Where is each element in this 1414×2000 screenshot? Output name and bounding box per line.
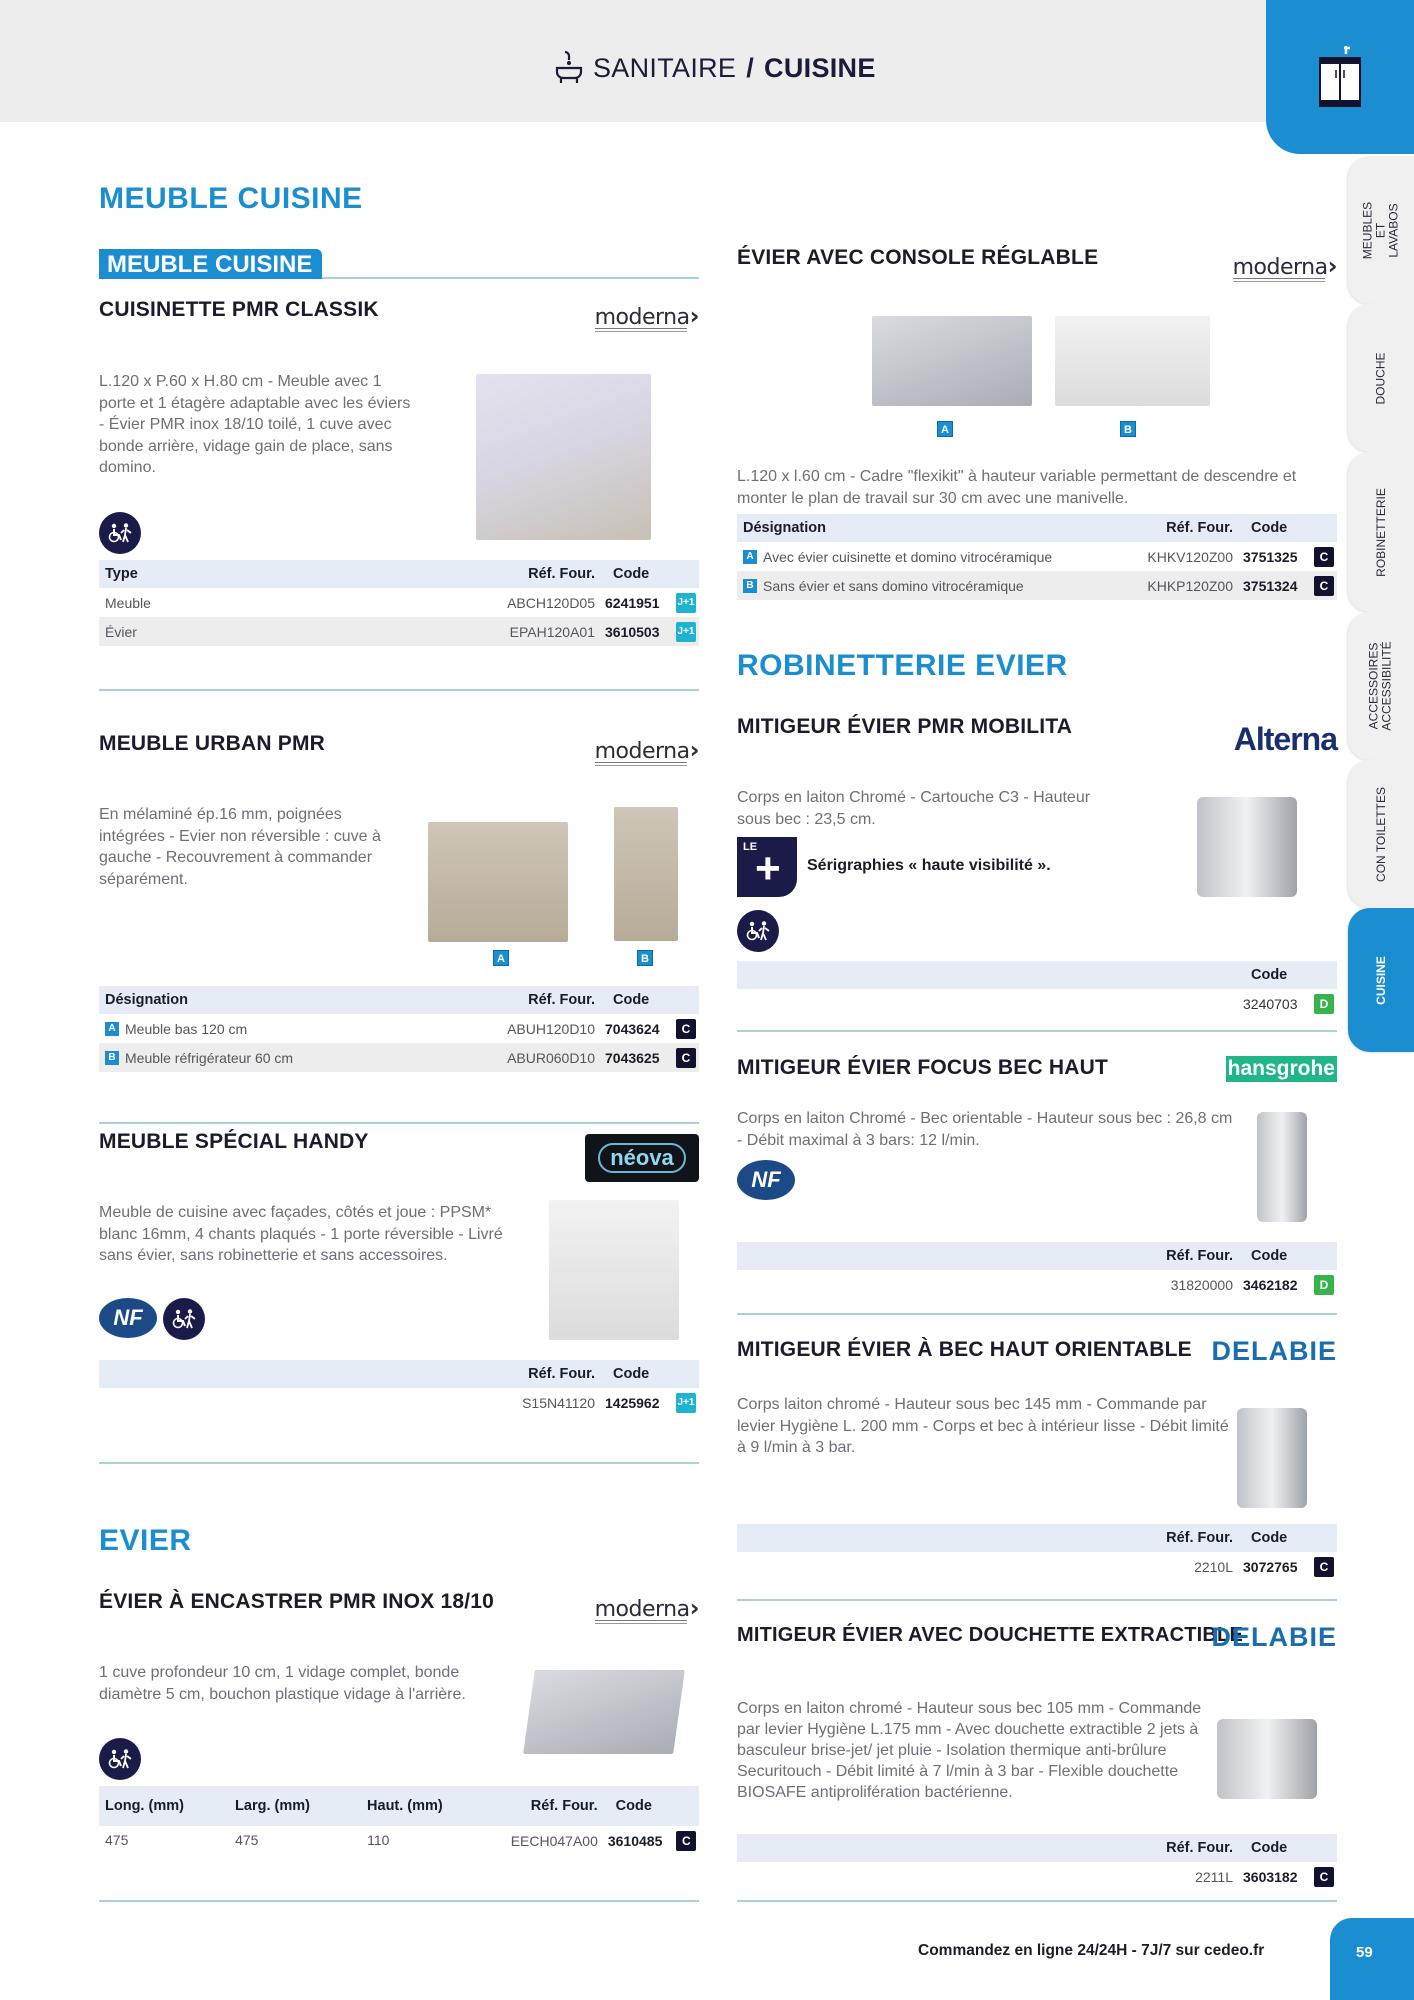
brand-name: moderna xyxy=(594,739,690,764)
product-title: MITIGEUR ÉVIER FOCUS BEC HAUT xyxy=(737,1056,1108,1079)
chevron-icon: › xyxy=(689,736,699,764)
product-image-meuble-refrigerateur xyxy=(614,807,678,941)
product-mitigeur-focus xyxy=(737,1056,1337,1306)
availability-badge: D xyxy=(1314,1275,1334,1295)
header-subcategory: CUISINE xyxy=(764,52,876,83)
cell-code: 3603182 xyxy=(1243,1868,1298,1885)
product-image-meuble-bas xyxy=(428,822,568,942)
column-header-code: Code xyxy=(1251,967,1288,983)
table-header xyxy=(99,986,699,1014)
cell-code: 7043624 xyxy=(605,1020,660,1037)
row-label-b: B xyxy=(105,1051,119,1065)
footer-order-online: Commandez en ligne 24/24H - 7J/7 sur cedeo.fr xyxy=(918,1942,1265,1959)
page-number: 59 xyxy=(1356,1944,1373,1961)
chevron-icon: › xyxy=(1327,252,1337,280)
cell-code: 7043625 xyxy=(605,1049,660,1066)
side-tab-label: CON TOILETTES xyxy=(1373,786,1388,882)
cell-ref: 2211L xyxy=(1195,1868,1233,1885)
cell-ref: ABUR060D10 xyxy=(507,1049,595,1066)
column-header-larg: Larg. (mm) xyxy=(235,1797,310,1814)
product-description: Corps en laiton Chromé - Cartouche C3 - Hauteur sous bec : 23,5 cm. xyxy=(737,789,1091,828)
side-tab-accessoires[interactable] xyxy=(1348,612,1414,760)
bathtub-icon xyxy=(555,50,583,86)
side-tab-cuisine[interactable] xyxy=(1348,908,1414,1052)
side-tab-douche[interactable] xyxy=(1348,304,1414,452)
product-image-console-b xyxy=(1055,316,1210,406)
side-tab-label: DOUCHE xyxy=(1373,351,1388,405)
product-table xyxy=(737,1242,1337,1299)
cell-ref: 2210L xyxy=(1194,1558,1233,1575)
product-table xyxy=(737,514,1337,600)
brand-logo-neova xyxy=(585,1134,699,1182)
side-tab-robinetterie[interactable] xyxy=(1348,452,1414,612)
image-label-b: B xyxy=(637,950,653,966)
product-table xyxy=(99,986,699,1072)
pmr-accessibility-icon xyxy=(163,1298,205,1340)
chevron-icon: › xyxy=(689,302,699,330)
cell-ref: S15N41120 xyxy=(522,1394,595,1411)
cell-designation: Sans évier et sans domino vitrocéramique xyxy=(763,577,1024,594)
kitchen-cabinet-icon xyxy=(1318,44,1362,110)
cell-haut: 110 xyxy=(367,1832,390,1848)
brand-logo-moderna xyxy=(1233,252,1337,282)
side-tab-label: ACCESSOIRES ACCESSIBILITÉ xyxy=(1367,641,1395,731)
cell-designation: Avec évier cuisinette et domino vitrocéramique xyxy=(763,548,1053,565)
row-label-a: A xyxy=(105,1022,119,1036)
column-header-ref: Réf. Four. xyxy=(1166,1530,1233,1546)
image-label-b: B xyxy=(1120,421,1136,437)
cell-ref: EECH047A00 xyxy=(510,1832,598,1849)
column-header-type: Type xyxy=(105,566,138,582)
product-title: MITIGEUR ÉVIER AVEC DOUCHETTE EXTRACTIBLE xyxy=(737,1624,1244,1646)
column-header-ref: Réf. Four. xyxy=(1166,1840,1233,1856)
cell-code: 3751325 xyxy=(1243,548,1298,565)
availability-badge: J+1 xyxy=(676,593,696,613)
product-title: ÉVIER À ENCASTRER PMR INOX 18/10 xyxy=(99,1590,494,1613)
page-header xyxy=(0,0,1414,122)
table-header xyxy=(737,961,1337,989)
product-mitigeur-douchette-extractible xyxy=(737,1624,1337,1904)
column-header-ref: Réf. Four. xyxy=(530,1798,598,1814)
column-header-code: Code xyxy=(613,1366,650,1382)
availability-badge: C xyxy=(1314,1867,1334,1887)
column-header-code: Code xyxy=(1251,1840,1288,1856)
table-header xyxy=(737,1242,1337,1270)
table-header xyxy=(99,560,699,588)
table-row[interactable] xyxy=(99,617,699,646)
column-header-ref: Réf. Four. xyxy=(1166,520,1233,536)
cell-ref: ABUH120D10 xyxy=(507,1020,595,1037)
divider xyxy=(737,1599,1337,1601)
availability-badge: C xyxy=(1314,1557,1334,1577)
brand-logo-delabie: DELABIE xyxy=(1211,1336,1337,1366)
nf-certification-icon: NF xyxy=(737,1160,795,1200)
table-row[interactable] xyxy=(737,1552,1337,1581)
divider xyxy=(737,1030,1337,1032)
brand-name: néova xyxy=(598,1143,686,1173)
divider xyxy=(99,1900,699,1902)
product-description: Corps laiton chromé - Hauteur sous bec 145 mm - Commande par levier Hygiène L. 200 mm - Corps et bec à intérieur lisse - Débit limité à 9 l/min à 3 bar. xyxy=(737,1396,1229,1456)
column-header-code: Code xyxy=(613,566,650,582)
table-row[interactable] xyxy=(99,1043,699,1072)
column-header-ref: Réf. Four. xyxy=(528,1366,595,1382)
product-title: MITIGEUR ÉVIER À BEC HAUT ORIENTABLE xyxy=(737,1338,1192,1361)
brand-name: moderna xyxy=(594,1597,690,1622)
product-image-focus xyxy=(1257,1112,1307,1222)
cell-code: 3462182 xyxy=(1243,1276,1298,1293)
header-separator: / xyxy=(746,52,755,83)
cell-code: 1425962 xyxy=(605,1394,660,1411)
table-row[interactable] xyxy=(737,542,1337,571)
table-header xyxy=(99,1786,699,1826)
side-tab-label: CUISINE xyxy=(1373,955,1388,1005)
availability-badge: C xyxy=(676,1831,696,1851)
cell-code: 3072765 xyxy=(1243,1558,1298,1575)
product-image-douchette xyxy=(1217,1719,1317,1799)
brand-name: moderna xyxy=(1232,255,1328,280)
cell-ref: EPAH120A01 xyxy=(509,623,595,640)
cell-code: 3610485 xyxy=(607,1832,663,1849)
column-header-code: Code xyxy=(1251,1248,1288,1264)
product-table xyxy=(99,1360,699,1417)
column-header-code: Code xyxy=(615,1798,652,1814)
brand-logo-moderna xyxy=(595,302,699,332)
product-meuble-urban-pmr xyxy=(99,732,699,1072)
cell-code: 3240703 xyxy=(1243,995,1298,1012)
cell-code: 6241951 xyxy=(605,594,660,611)
divider xyxy=(737,1900,1337,1902)
table-row[interactable] xyxy=(99,1826,699,1855)
brand-logo-alterna: Alterna xyxy=(1233,721,1337,757)
side-tab-con-toilettes[interactable] xyxy=(1348,760,1414,908)
section-title-robinetterie-evier: ROBINETTERIE EVIER xyxy=(737,649,1068,682)
le-plus-badge xyxy=(737,837,797,897)
cell-code: 3751324 xyxy=(1243,577,1298,594)
product-image-handy xyxy=(549,1200,679,1340)
product-description: En mélaminé ép.16 mm, poignées intégrées - Evier non réversible : cuve à gauche - Recouvrement à commander séparément. xyxy=(99,806,381,888)
table-header xyxy=(737,514,1337,542)
product-title: MEUBLE URBAN PMR xyxy=(99,732,326,755)
column-header-long: Long. (mm) xyxy=(105,1797,184,1814)
product-image-evier xyxy=(523,1670,685,1754)
le-plus-label: LE xyxy=(743,841,758,853)
table-row[interactable] xyxy=(99,1014,699,1043)
pmr-accessibility-icon xyxy=(99,512,141,554)
sub-banner xyxy=(99,249,699,279)
cell-larg: 475 xyxy=(235,1832,259,1848)
side-tab-label: MEUBLES ET LAVABOS xyxy=(1360,201,1401,259)
product-description: L.120 x P.60 x H.80 cm - Meuble avec 1 porte et 1 étagère adaptable avec les éviers - Évier PMR inox 18/10 toilé, 1 cuve avec bonde arrière, vidage gain de place, sans domino. xyxy=(99,373,411,476)
product-table xyxy=(99,560,699,646)
cell-ref: 31820000 xyxy=(1170,1276,1233,1293)
column-header-designation: Désignation xyxy=(743,520,826,536)
image-label-a: A xyxy=(493,950,509,966)
product-description: Meuble de cuisine avec façades, côtés et joue : PPSM* blanc 16mm, 4 chants plaqués - 1 porte réversible - Livré sans évier, sans robinetterie et sans accessoires. xyxy=(99,1204,503,1264)
divider xyxy=(737,1313,1337,1315)
availability-badge: C xyxy=(1314,576,1334,596)
product-evier-console-reglable xyxy=(737,246,1337,596)
row-label-a: A xyxy=(743,550,757,564)
table-header xyxy=(737,1524,1337,1552)
table-row[interactable] xyxy=(737,989,1337,1018)
product-evier-encastrer xyxy=(99,1590,699,1870)
column-header-code: Code xyxy=(1251,520,1288,536)
cell-designation: Meuble bas 120 cm xyxy=(125,1020,248,1037)
column-header-code: Code xyxy=(1251,1530,1288,1546)
table-row[interactable] xyxy=(99,1388,699,1417)
product-image-console-a xyxy=(872,316,1032,406)
column-header-ref: Réf. Four. xyxy=(528,992,595,1008)
product-mitigeur-bec-haut-orientable xyxy=(737,1338,1337,1588)
cell-ref: ABCH120D05 xyxy=(507,594,595,611)
product-image-cuisinette xyxy=(476,374,651,540)
availability-badge: D xyxy=(1314,994,1334,1014)
divider xyxy=(99,689,699,691)
product-table xyxy=(737,961,1337,1018)
product-table xyxy=(737,1524,1337,1581)
divider xyxy=(99,1122,699,1124)
section-title-evier: EVIER xyxy=(99,1524,192,1557)
availability-badge: J+1 xyxy=(676,622,696,642)
table-header xyxy=(737,1834,1337,1862)
product-table xyxy=(737,1834,1337,1891)
product-title: MITIGEUR ÉVIER PMR MOBILITA xyxy=(737,715,1073,738)
side-tab-label: ROBINETTERIE xyxy=(1373,487,1388,577)
product-meuble-special-handy xyxy=(99,1130,699,1430)
nf-certification-icon: NF xyxy=(99,1298,157,1338)
availability-badge: C xyxy=(1314,547,1334,567)
product-image-mobilita xyxy=(1197,797,1297,897)
sub-banner-label: MEUBLE CUISINE xyxy=(99,249,322,279)
row-label-b: B xyxy=(743,579,757,593)
column-header-haut: Haut. (mm) xyxy=(367,1797,443,1814)
cell-designation: Meuble réfrigérateur 60 cm xyxy=(125,1049,294,1066)
header-category: SANITAIRE xyxy=(593,52,737,83)
column-header-ref: Réf. Four. xyxy=(1166,1248,1233,1264)
brand-logo-delabie: DELABIE xyxy=(1211,1622,1337,1652)
divider xyxy=(322,277,699,279)
section-title-meuble-cuisine: MEUBLE CUISINE xyxy=(99,182,363,215)
product-mitigeur-mobilita xyxy=(737,715,1337,1015)
cell-code: 3610503 xyxy=(605,623,660,640)
product-table xyxy=(99,1786,699,1855)
column-header-code: Code xyxy=(613,992,650,1008)
availability-badge: J+1 xyxy=(676,1393,696,1413)
brand-logo-moderna xyxy=(595,1594,699,1624)
side-tab-meubles-lavabos[interactable] xyxy=(1348,156,1414,304)
image-label-a: A xyxy=(937,421,953,437)
brand-logo-hansgrohe: hansgrohe xyxy=(1227,1057,1335,1080)
brand-name: moderna xyxy=(594,305,690,330)
table-row[interactable] xyxy=(737,571,1337,600)
category-tab-cuisine[interactable] xyxy=(1266,0,1414,154)
product-title: MEUBLE SPÉCIAL HANDY xyxy=(99,1130,369,1153)
pmr-accessibility-icon xyxy=(737,910,779,952)
product-highlight: Sérigraphies « haute visibilité ». xyxy=(807,857,1051,874)
pmr-accessibility-icon xyxy=(99,1738,141,1780)
table-row[interactable] xyxy=(737,1270,1337,1299)
column-header-designation: Désignation xyxy=(105,992,188,1008)
product-image-bec-haut xyxy=(1237,1408,1307,1508)
brand-logo-moderna xyxy=(595,736,699,766)
availability-badge: C xyxy=(676,1048,696,1068)
side-navigation-tabs xyxy=(1348,156,1414,1052)
product-description: 1 cuve profondeur 10 cm, 1 vidage complet, bonde diamètre 5 cm, bouchon plastique vidage à l'arrière. xyxy=(99,1664,466,1703)
product-description: Corps en laiton Chromé - Bec orientable - Hauteur sous bec : 26,8 cm - Débit maximal à 3 bars: 12 l/min. xyxy=(737,1110,1233,1149)
cell-type: Évier xyxy=(105,623,137,640)
product-description: L.120 x l.60 cm - Cadre "flexikit" à hauteur variable permettant de descendre et monter le plan de travail sur 30 cm avec une manivelle. xyxy=(737,468,1297,507)
column-header-ref: Réf. Four. xyxy=(528,566,595,582)
header-title xyxy=(555,50,876,86)
plus-icon: + xyxy=(755,844,781,893)
availability-badge: C xyxy=(676,1019,696,1039)
table-row[interactable] xyxy=(99,588,699,617)
cell-type: Meuble xyxy=(105,594,151,611)
product-title: CUISINETTE PMR CLASSIK xyxy=(99,298,379,321)
cell-ref: KHKV120Z00 xyxy=(1147,548,1233,565)
table-row[interactable] xyxy=(737,1862,1337,1891)
divider xyxy=(99,1462,699,1464)
product-description: Corps en laiton chromé - Hauteur sous bec 105 mm - Commande par levier Hygiène L.175 mm - Avec douchette extractible 2 jets à basculeur brise-jet/ jet pluie - Isolation thermique anti-brûlure Securitouch - Débit limité à 7 l/min à 3 bar - Flexible douchette BIOSAFE antiprolifération bactérienne. xyxy=(737,1700,1202,1801)
cell-long: 475 xyxy=(105,1832,129,1848)
cell-ref: KHKP120Z00 xyxy=(1147,577,1233,594)
product-title: ÉVIER AVEC CONSOLE RÉGLABLE xyxy=(737,246,1099,269)
table-header xyxy=(99,1360,699,1388)
page-number-tab xyxy=(1330,1918,1414,2000)
product-cuisinette-pmr-classik xyxy=(99,298,699,648)
chevron-icon: › xyxy=(689,1594,699,1622)
